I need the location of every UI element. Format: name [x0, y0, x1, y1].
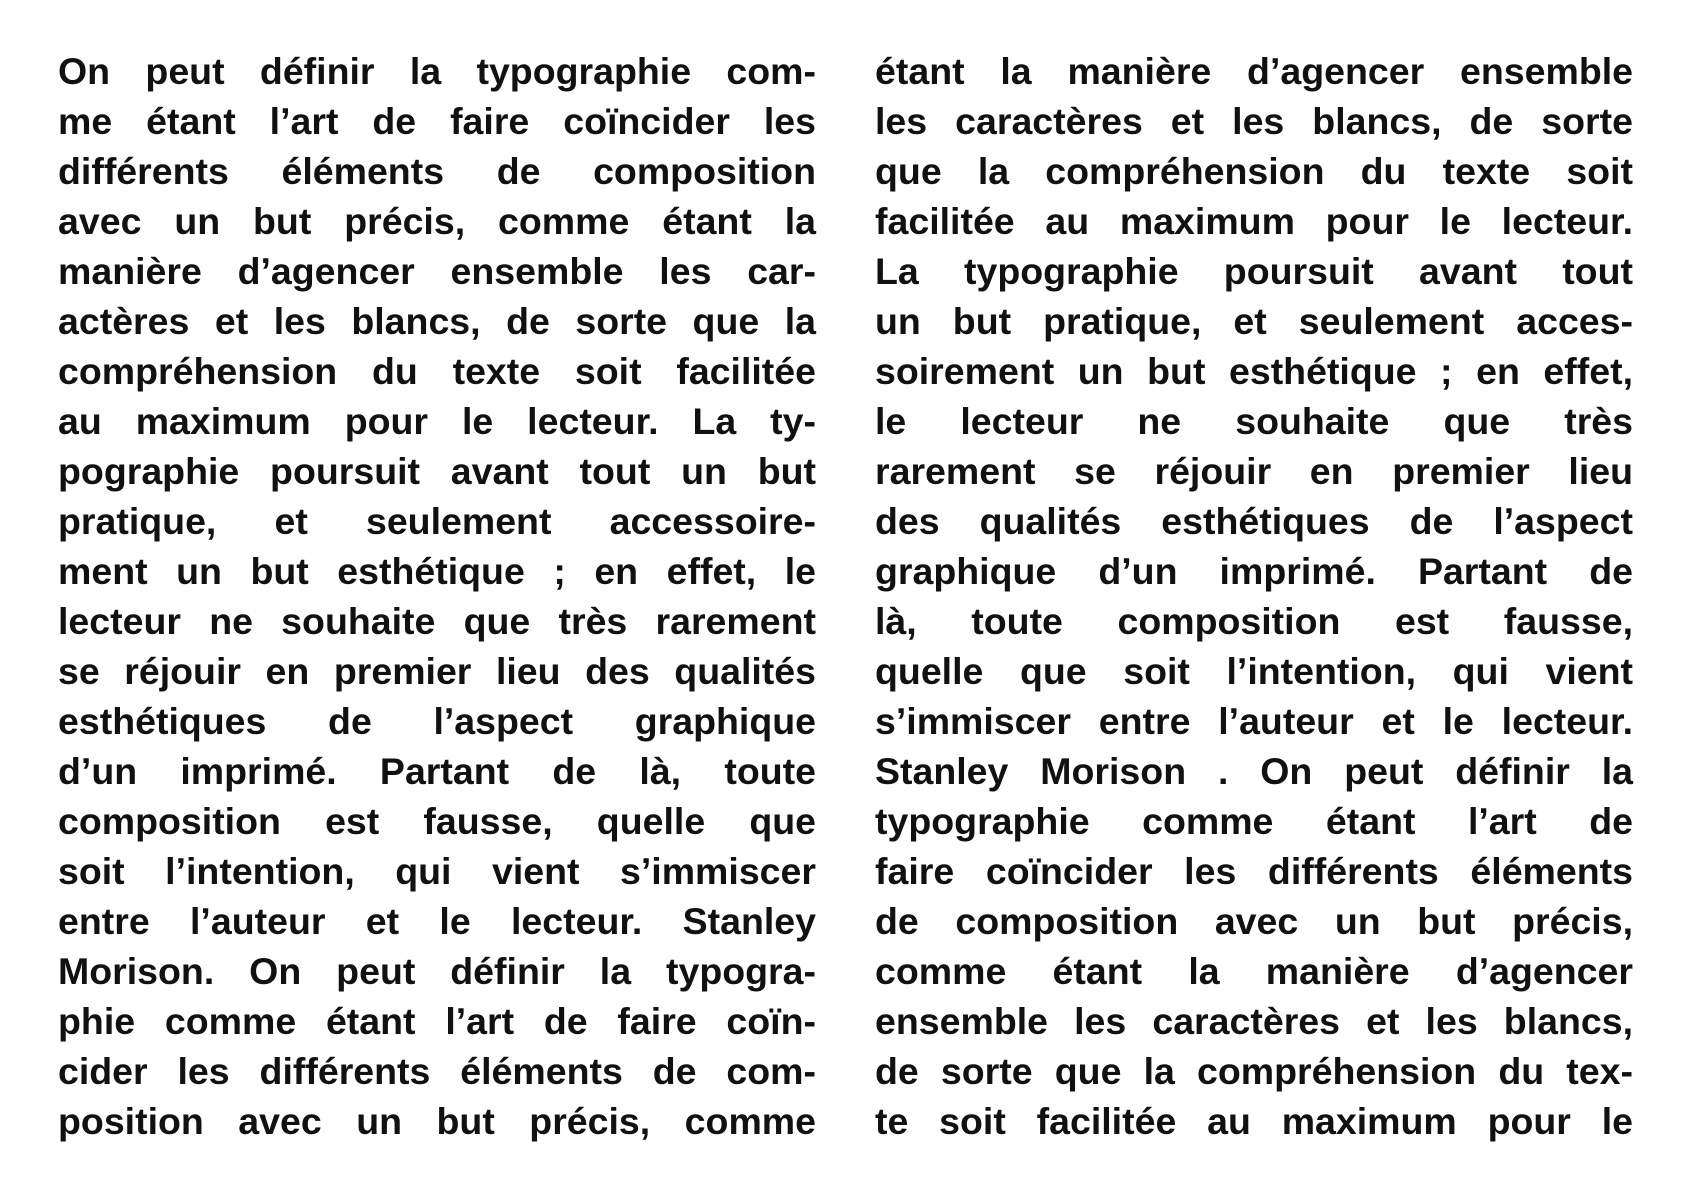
text-line: On peut définir la typographie com- — [58, 50, 816, 92]
text-line: au maximum pour le lecteur. La ty- — [58, 400, 816, 442]
text-line: cider les différents éléments de com- — [58, 1050, 816, 1092]
text-line: esthétiques de l’aspect graphique — [58, 700, 816, 742]
text-line: te soit facilitée au maximum pour le — [875, 1100, 1633, 1142]
text-line: actères et les blancs, de sorte que la — [58, 300, 816, 342]
text-line: là, toute composition est fausse, — [875, 600, 1633, 642]
text-line: quelle que soit l’intention, qui vient — [875, 650, 1633, 692]
text-line: Stanley Morison . On peut définir la — [875, 750, 1633, 792]
text-line: soit l’intention, qui vient s’immiscer — [58, 850, 816, 892]
text-line: me étant l’art de faire coïncider les — [58, 100, 816, 142]
text-line: phie comme étant l’art de faire coïn- — [58, 1000, 816, 1042]
text-line: entre l’auteur et le lecteur. Stanley — [58, 900, 816, 942]
text-line: comme étant la manière d’agencer — [875, 950, 1633, 992]
text-line: typographie comme étant l’art de — [875, 800, 1633, 842]
text-line: un but pratique, et seulement acces- — [875, 300, 1633, 342]
text-line: lecteur ne souhaite que très rarement — [58, 600, 816, 642]
text-column-left — [58, 46, 816, 1146]
text-line: avec un but précis, comme étant la — [58, 200, 816, 242]
text-column-right — [875, 46, 1633, 1146]
text-line: pographie poursuit avant tout un but — [58, 450, 816, 492]
text-line: des qualités esthétiques de l’aspect — [875, 500, 1633, 542]
text-line: différents éléments de composition — [58, 150, 816, 192]
text-line: ment un but esthétique ; en effet, le — [58, 550, 816, 592]
text-line: position avec un but précis, comme — [58, 1100, 816, 1142]
text-line: de sorte que la compréhension du tex- — [875, 1050, 1633, 1092]
text-line: soirement un but esthétique ; en effet, — [875, 350, 1633, 392]
text-line: facilitée au maximum pour le lecteur. — [875, 200, 1633, 242]
text-line: faire coïncider les différents éléments — [875, 850, 1633, 892]
text-line: le lecteur ne souhaite que très — [875, 400, 1633, 442]
text-line: La typographie poursuit avant tout — [875, 250, 1633, 292]
text-line: de composition avec un but précis, — [875, 900, 1633, 942]
text-line: manière d’agencer ensemble les car- — [58, 250, 816, 292]
text-line: graphique d’un imprimé. Partant de — [875, 550, 1633, 592]
text-line: étant la manière d’agencer ensemble — [875, 50, 1633, 92]
text-line: Morison. On peut définir la typogra- — [58, 950, 816, 992]
text-line: se réjouir en premier lieu des qualités — [58, 650, 816, 692]
text-line: ensemble les caractères et les blancs, — [875, 1000, 1633, 1042]
text-line: compréhension du texte soit facilitée — [58, 350, 816, 392]
text-line: pratique, et seulement accessoire- — [58, 500, 816, 542]
text-line: composition est fausse, quelle que — [58, 800, 816, 842]
text-line: rarement se réjouir en premier lieu — [875, 450, 1633, 492]
text-line: d’un imprimé. Partant de là, toute — [58, 750, 816, 792]
text-line: s’immiscer entre l’auteur et le lecteur. — [875, 700, 1633, 742]
text-line: les caractères et les blancs, de sorte — [875, 100, 1633, 142]
text-line: que la compréhension du texte soit — [875, 150, 1633, 192]
